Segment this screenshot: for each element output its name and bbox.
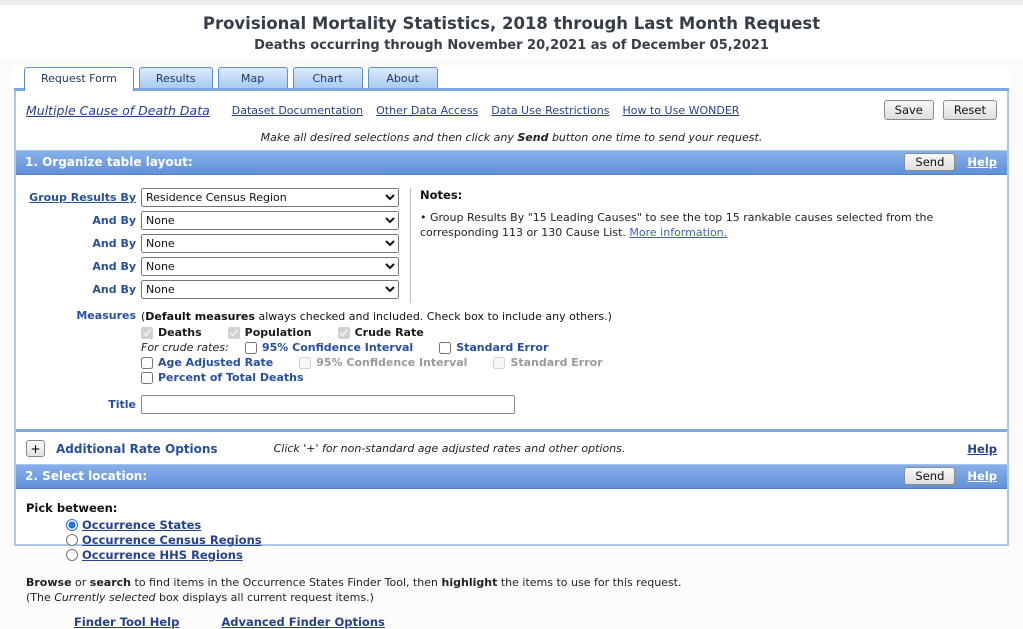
currently-note-post: box displays all current request items.)	[155, 591, 374, 604]
tab-results[interactable]: Results	[139, 67, 213, 88]
occurrence-hhs-regions-link[interactable]: Occurrence HHS Regions	[82, 548, 243, 562]
save-reset-buttons	[884, 100, 999, 120]
deaths-label: Deaths	[158, 326, 202, 339]
measure-crude-rate	[338, 326, 424, 339]
occurrence-census-regions-radio[interactable]	[66, 534, 78, 546]
section2-send-button[interactable]: Send	[904, 467, 955, 485]
occurrence-census-regions-link[interactable]: Occurrence Census Regions	[82, 533, 262, 547]
browse-bold: Browse	[26, 576, 72, 589]
title-input[interactable]	[141, 395, 515, 414]
groupby-form-column	[24, 188, 406, 303]
and-by-row-3	[24, 257, 406, 276]
group-results-by-label[interactable]: Group Results By	[29, 191, 136, 204]
browse-text-3: the items to use for this request.	[497, 576, 682, 589]
currently-selected-italic: Currently selected	[54, 591, 156, 604]
send-instruction-pre: Make all desired selections and then click any	[260, 131, 518, 144]
select-location-block	[16, 489, 1007, 629]
highlight-bold: highlight	[441, 576, 498, 589]
crude-95ci-checkbox[interactable]	[245, 342, 257, 354]
finder-tool-help-link[interactable]: Finder Tool Help	[74, 615, 180, 629]
crude-rate-label: Crude Rate	[354, 326, 424, 339]
additional-rate-options-label: Additional Rate Options	[56, 441, 218, 456]
section2-help-link[interactable]: Help	[967, 469, 997, 483]
measure-percent-of-total-deaths[interactable]	[141, 371, 304, 384]
tab-map[interactable]: Map	[218, 67, 288, 88]
and-by-row-4	[24, 280, 406, 299]
occurrence-states-link[interactable]: Occurrence States	[82, 518, 202, 532]
more-information-link[interactable]: More information.	[629, 226, 728, 239]
page-title: Provisional Mortality Statistics, 2018 through Last Month Request	[202, 14, 821, 33]
tab-zone	[14, 67, 1009, 91]
percent-total-row	[141, 371, 1007, 384]
for-crude-rates-label: For crude rates:	[141, 341, 229, 354]
occurrence-states-row	[66, 518, 999, 532]
table-layout-block	[16, 175, 1007, 303]
browse-instruction-line1	[26, 575, 999, 590]
population-checkbox	[228, 327, 240, 339]
and-by-4-select[interactable]	[141, 280, 399, 299]
and-by-2-label: And By	[92, 237, 136, 250]
finder-links-row	[74, 615, 999, 629]
dataset-documentation-link[interactable]: Dataset Documentation	[231, 103, 364, 117]
section1-send-button[interactable]: Send	[904, 153, 955, 171]
data-use-restrictions-link[interactable]: Data Use Restrictions	[491, 103, 610, 117]
send-instruction-bold: Send	[517, 131, 549, 144]
and-by-2-select[interactable]	[141, 234, 399, 253]
pick-between-label: Pick between:	[26, 501, 118, 515]
notes-bullet-text: • Group Results By "15 Leading Causes" to see the top 15 rankable causes selected from the corresponding 113 or 130 Cause List.	[420, 211, 934, 239]
percent-of-total-deaths-checkbox[interactable]	[141, 372, 153, 384]
and-by-4-label: And By	[92, 283, 136, 296]
advanced-finder-options-link[interactable]: Advanced Finder Options	[221, 615, 385, 629]
crude-95ci-label: 95% Confidence Interval	[262, 341, 414, 354]
page-header	[0, 5, 1023, 59]
default-measures-row	[141, 326, 1007, 339]
additional-rate-options-expand-button[interactable]: +	[26, 440, 45, 457]
and-by-row-1	[24, 211, 406, 230]
section1-header-bar	[16, 150, 1007, 175]
measure-population	[228, 326, 312, 339]
occurrence-hhs-regions-row	[66, 548, 999, 562]
additional-rate-options-hint: Click '+' for non-standard age adjusted rates and other options.	[273, 442, 626, 455]
other-data-access-link[interactable]: Other Data Access	[376, 103, 479, 117]
currently-selected-note	[26, 590, 999, 605]
additional-rate-options-row	[16, 429, 1007, 464]
aar-standard-error-label: Standard Error	[510, 356, 603, 369]
measures-row	[16, 303, 1007, 323]
tab-chart[interactable]: Chart	[293, 67, 363, 88]
and-by-1-select[interactable]	[141, 211, 399, 230]
tab-about[interactable]: About	[368, 67, 438, 88]
crude-rate-checkbox	[338, 327, 350, 339]
section1-title: 1. Organize table layout:	[25, 155, 193, 169]
currently-note-pre: (The	[26, 591, 55, 604]
percent-of-total-deaths-label: Percent of Total Deaths	[158, 371, 304, 384]
group-results-by-row	[24, 188, 406, 207]
and-by-3-select[interactable]	[141, 257, 399, 276]
title-label: Title	[108, 398, 136, 411]
how-to-use-wonder-link[interactable]: How to Use WONDER	[622, 103, 740, 117]
nav-row	[16, 91, 1007, 122]
notes-column	[410, 188, 999, 303]
main-panel	[14, 91, 1009, 629]
notes-bullet	[420, 210, 999, 240]
occurrence-states-radio[interactable]	[66, 519, 78, 531]
measure-aar-95ci-disabled	[299, 356, 467, 369]
measures-hint-pre: (	[141, 310, 146, 323]
section2-title: 2. Select location:	[25, 469, 148, 483]
send-instruction-text	[16, 131, 1007, 144]
tab-request-form[interactable]: Request Form	[24, 67, 134, 91]
and-by-1-label: And By	[92, 214, 136, 227]
and-by-3-label: And By	[92, 260, 136, 273]
measures-hint	[141, 309, 612, 323]
multiple-cause-of-death-data-link[interactable]: Multiple Cause of Death Data	[26, 102, 210, 118]
population-label: Population	[244, 326, 312, 339]
tab-bar	[14, 67, 1009, 91]
deaths-checkbox	[141, 327, 153, 339]
location-radio-list	[66, 518, 999, 562]
and-by-row-2	[24, 234, 406, 253]
browse-text-1: or	[71, 576, 90, 589]
measures-hint-bold: Default measures	[145, 310, 255, 323]
crude-standard-error-checkbox[interactable]	[439, 342, 451, 354]
aar-95ci-label: 95% Confidence Interval	[316, 356, 468, 369]
measures-checkbox-rows	[141, 326, 1007, 384]
occurrence-census-regions-row	[66, 533, 999, 547]
age-adjusted-rate-label: Age Adjusted Rate	[158, 356, 274, 369]
browse-text-2: to find items in the Occurrence States Finder Tool, then	[131, 576, 442, 589]
measures-label: Measures	[76, 309, 136, 322]
additional-rate-options-help-link[interactable]: Help	[967, 441, 997, 456]
measure-crude-95ci[interactable]	[245, 341, 413, 354]
notes-heading: Notes:	[420, 188, 463, 202]
measure-aar-standard-error-disabled	[493, 356, 602, 369]
save-button[interactable]: Save	[884, 100, 934, 120]
aar-95ci-checkbox	[299, 357, 311, 369]
send-instruction-post: button one time to send your request.	[548, 131, 763, 144]
aar-standard-error-checkbox	[493, 357, 505, 369]
search-bold: search	[89, 576, 132, 589]
measure-age-adjusted-rate[interactable]	[141, 356, 273, 369]
page-subtitle: Deaths occurring through November 20,2021 as of December 05,2021	[254, 38, 769, 53]
section2-header-bar	[16, 464, 1007, 489]
age-adjusted-rate-checkbox[interactable]	[141, 357, 153, 369]
group-results-by-select[interactable]	[141, 188, 399, 207]
measure-deaths	[141, 326, 202, 339]
crude-rates-options-row	[141, 341, 1007, 354]
measures-hint-post: always checked and included. Check box to include any others.)	[254, 310, 612, 323]
title-row	[16, 386, 1007, 414]
section1-help-link[interactable]: Help	[967, 155, 997, 169]
browse-instruction	[26, 575, 999, 605]
reset-button[interactable]: Reset	[943, 100, 997, 120]
age-adjusted-row	[141, 356, 1007, 369]
crude-standard-error-label: Standard Error	[456, 341, 549, 354]
measure-crude-standard-error[interactable]	[439, 341, 548, 354]
